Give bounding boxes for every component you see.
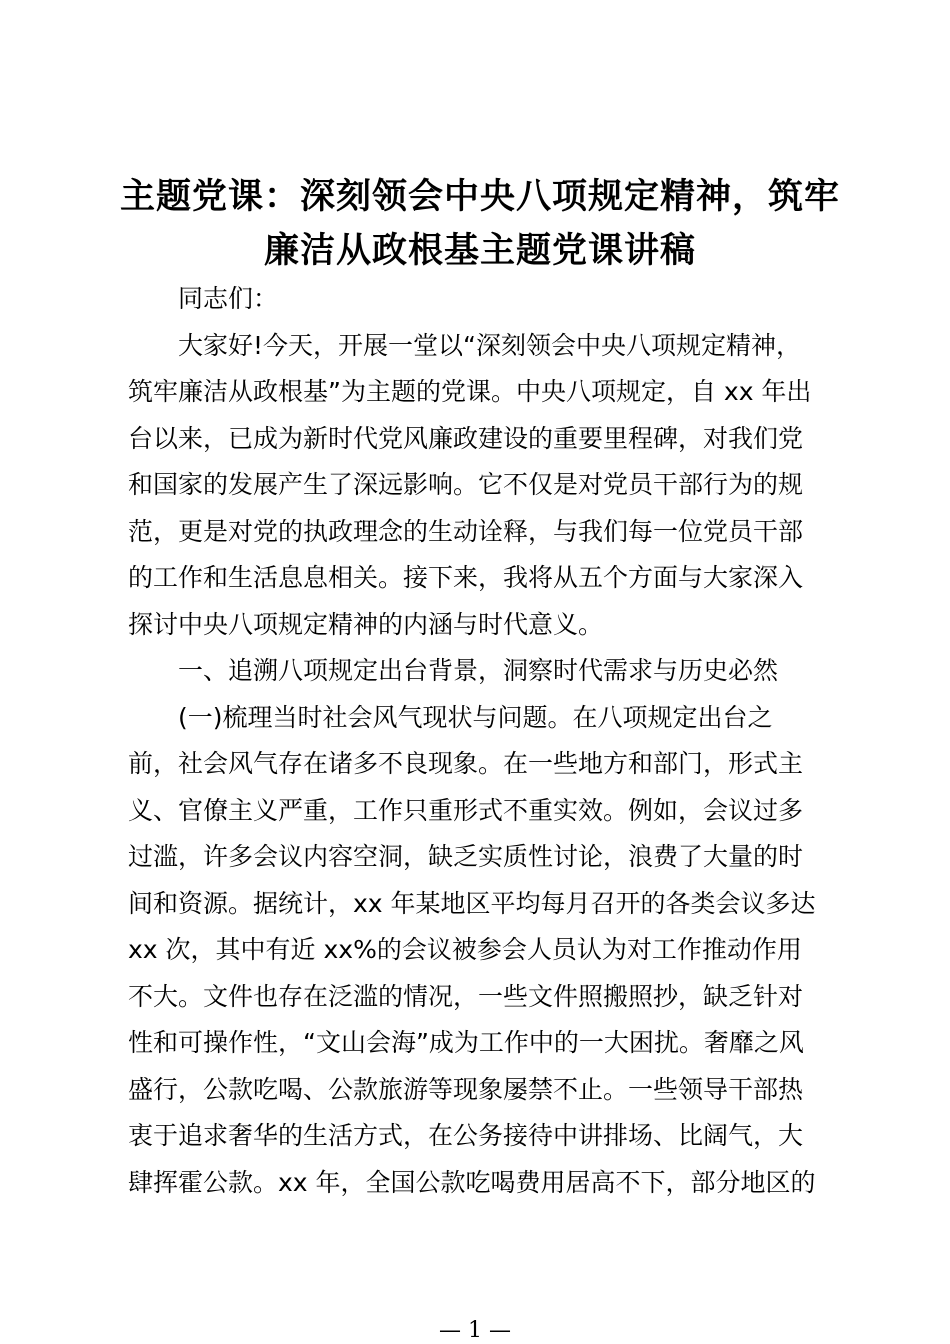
paragraph-line: 过滥，许多会议内容空洞，缺乏实质性讨论，浪费了大量的时	[128, 842, 804, 871]
document-title	[110, 170, 850, 278]
paragraph-line: 性和可操作性，“文山会海”成为工作中的一大困扰。奢靡之风	[128, 1028, 804, 1057]
paragraph-line: 前，社会风气存在诸多不良现象。在一些地方和部门，形式主	[128, 749, 804, 778]
paragraph-line: 筑牢廉洁从政根基”为主题的党课。中央八项规定，自 xx 年出	[128, 377, 812, 406]
document-body	[128, 276, 848, 1206]
paragraph-line: 盛行，公款吃喝、公款旅游等现象屡禁不止。一些领导干部热	[128, 1074, 804, 1104]
paragraph-line: 义、官僚主义严重，工作只重形式不重实效。例如，会议过多	[128, 795, 804, 825]
greeting: 同志们：	[178, 284, 279, 313]
page-number: — 1 —	[439, 1318, 511, 1343]
paragraph-intro	[128, 323, 848, 649]
paragraph-line: 范，更是对党的执政理念的生动诠释，与我们每一位党员干部	[128, 516, 804, 546]
paragraph-line: 不大。文件也存在泛滥的情况，一些文件照搬照抄，缺乏针对	[128, 981, 804, 1011]
title-line-1: 主题党课：深刻领会中央八项规定精神，筑牢	[119, 177, 840, 217]
title-line-2: 廉洁从政根基主题党课讲稿	[263, 231, 696, 271]
paragraph-line: (一)梳理当时社会风气现状与问题。在八项规定出台之	[178, 702, 773, 732]
paragraph-line: 肆挥霍公款。xx 年，全国公款吃喝费用居高不下，部分地区的	[128, 1167, 816, 1197]
paragraph-line: 的工作和生活息息相关。接下来，我将从五个方面与大家深入	[128, 563, 804, 592]
section-heading: 一、追溯八项规定出台背景，洞察时代需求与历史必然	[178, 656, 779, 685]
paragraph-line: xx 次，其中有近 xx%的会议被参会人员认为对工作推动作用	[128, 935, 802, 964]
paragraph-background	[128, 695, 848, 1207]
paragraph-line: 和国家的发展产生了深远影响。它不仅是对党员干部行为的规	[128, 470, 804, 499]
paragraph-line: 大家好!今天，开展一堂以“深刻领会中央八项规定精神，	[178, 330, 801, 360]
paragraph-line: 探讨中央八项规定精神的内涵与时代意义。	[128, 609, 604, 639]
paragraph-line: 台以来，已成为新时代党风廉政建设的重要里程碑，对我们党	[128, 423, 804, 453]
paragraph-line: 间和资源。据统计，xx 年某地区平均每月召开的各类会议多达	[128, 888, 816, 918]
paragraph-line: 衷于追求奢华的生活方式，在公务接待中讲排场、比阔气，大	[128, 1121, 804, 1150]
